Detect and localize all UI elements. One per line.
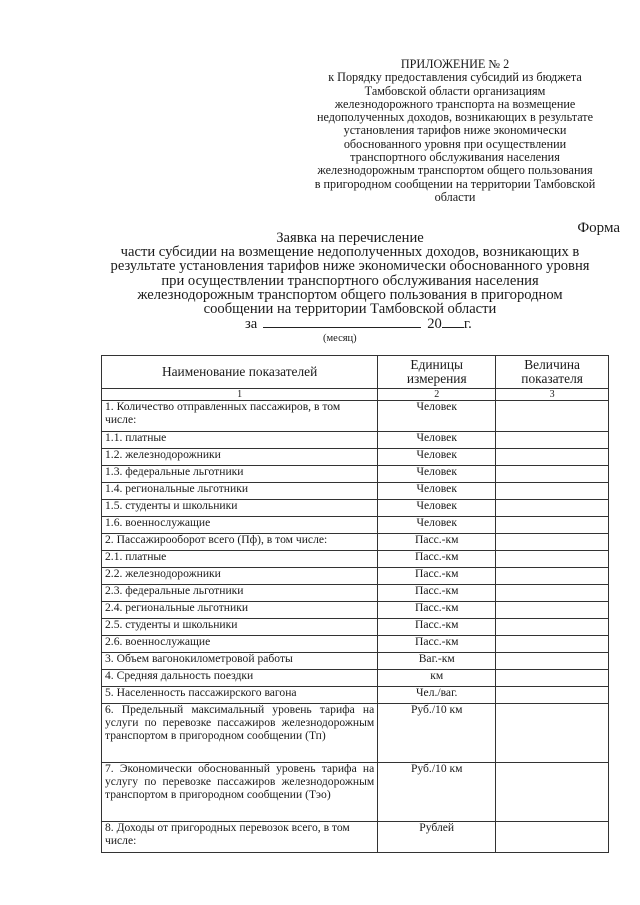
table-row — [102, 822, 609, 853]
appendix-header — [300, 58, 610, 204]
row-unit: Человек — [378, 517, 496, 534]
row-unit: Человек — [378, 466, 496, 483]
row-name: 2.6. военнослужащие — [102, 636, 378, 653]
appendix-line: установления тарифов ниже экономически — [343, 123, 567, 138]
row-unit: Человек — [378, 401, 496, 432]
row-value-cell[interactable] — [496, 619, 609, 636]
table-row — [102, 568, 609, 585]
row-value-cell[interactable] — [496, 568, 609, 585]
row-name: 6. Предельный максимальный уровень тарифа на услуги по перевозке пассажиров железнодорожным транспортом в пригородном сообщении (Тп) — [102, 704, 378, 763]
appendix-line: Тамбовской области организациям — [364, 83, 546, 98]
row-unit: Чел./ваг. — [378, 687, 496, 704]
row-unit: Человек — [378, 500, 496, 517]
row-value-cell[interactable] — [496, 636, 609, 653]
table-row — [102, 619, 609, 636]
column-number-row — [102, 389, 609, 401]
row-unit: Руб./10 км — [378, 763, 496, 822]
row-name: 1.4. региональные льготники — [102, 483, 378, 500]
header-indicator-name: Наименование показателей — [102, 356, 378, 389]
row-unit: Пасс.-км — [378, 534, 496, 551]
table-row — [102, 551, 609, 568]
indicators-table — [101, 355, 609, 853]
appendix-line: к Порядку предоставления субсидий из бюджета — [328, 70, 582, 85]
row-unit: Человек — [378, 449, 496, 466]
table-row — [102, 483, 609, 500]
period-line — [245, 315, 472, 333]
period-year: 20 — [427, 316, 442, 332]
row-name: 2.2. железнодорожники — [102, 568, 378, 585]
appendix-line: обоснованного уровня при осуществлении — [343, 136, 567, 151]
table-row — [102, 449, 609, 466]
request-title: Заявка на перечисление — [276, 230, 424, 246]
column-number: 1 — [102, 389, 378, 401]
row-unit: км — [378, 670, 496, 687]
year-blank-field[interactable] — [442, 315, 464, 328]
row-name: 1. Количество отправленных пассажиров, в том числе: — [102, 401, 378, 432]
period-suffix: г. — [463, 316, 472, 332]
appendix-line: области — [434, 189, 476, 204]
table-row — [102, 670, 609, 687]
request-subtitle-line: сообщении на территории Тамбовской области — [203, 301, 497, 318]
request-subtitle-line: при осуществлении транспортного обслуживания населения — [161, 272, 539, 289]
row-unit: Руб./10 км — [378, 704, 496, 763]
row-value-cell[interactable] — [496, 704, 609, 763]
row-name: 4. Средняя дальность поездки — [102, 670, 378, 687]
table-row — [102, 687, 609, 704]
row-name: 2.5. студенты и школьники — [102, 619, 378, 636]
row-unit: Пасс.-км — [378, 551, 496, 568]
request-subtitle-line: части субсидии на возмещение недополученных доходов, возникающих в — [120, 244, 580, 261]
row-unit: Пасс.-км — [378, 568, 496, 585]
appendix-line: железнодорожного транспорта на возмещение — [334, 96, 576, 111]
appendix-line: транспортного обслуживания населения — [350, 150, 560, 165]
row-name: 2.1. платные — [102, 551, 378, 568]
table-row — [102, 517, 609, 534]
row-name: 1.5. студенты и школьники — [102, 500, 378, 517]
row-value-cell[interactable] — [496, 534, 609, 551]
row-unit: Пасс.-км — [378, 636, 496, 653]
appendix-title: ПРИЛОЖЕНИЕ № 2 — [400, 57, 510, 71]
row-value-cell[interactable] — [496, 585, 609, 602]
table-row — [102, 653, 609, 670]
row-unit: Рублей — [378, 822, 496, 853]
row-name: 5. Населенность пассажирского вагона — [102, 687, 378, 704]
table-row — [102, 401, 609, 432]
row-value-cell[interactable] — [496, 449, 609, 466]
appendix-line: недополученных доходов, возникающих в результате — [316, 110, 594, 125]
table-row — [102, 602, 609, 619]
row-name: 7. Экономически обоснованный уровень тарифа на услугу по перевозке пассажиров железнодорожным транспортом в пригородном сообщении (Тэо) — [102, 763, 378, 822]
row-unit: Пасс.-км — [378, 585, 496, 602]
table-row — [102, 500, 609, 517]
row-value-cell[interactable] — [496, 466, 609, 483]
form-label: Форма — [577, 220, 620, 236]
row-value-cell[interactable] — [496, 653, 609, 670]
row-unit: Ваг.-км — [378, 653, 496, 670]
table-row — [102, 534, 609, 551]
row-value-cell[interactable] — [496, 483, 609, 500]
row-value-cell[interactable] — [496, 763, 609, 822]
month-blank-field[interactable] — [263, 315, 421, 328]
table-header-row — [102, 356, 609, 389]
appendix-line: в пригородном сообщении на территории Тамбовской — [314, 176, 596, 191]
row-unit: Пасс.-км — [378, 602, 496, 619]
request-title-block — [90, 231, 610, 316]
table-row — [102, 636, 609, 653]
header-value: Величина показателя — [496, 356, 609, 389]
row-name: 1.2. железнодорожники — [102, 449, 378, 466]
row-name: 1.6. военнослужащие — [102, 517, 378, 534]
appendix-line: железнодорожным транспортом общего пользования — [317, 163, 593, 178]
table-row — [102, 466, 609, 483]
row-name: 1.1. платные — [102, 432, 378, 449]
table-row — [102, 763, 609, 822]
row-name: 1.3. федеральные льготники — [102, 466, 378, 483]
header-unit: Единицы измерения — [378, 356, 496, 389]
row-value-cell[interactable] — [496, 602, 609, 619]
row-name: 2.3. федеральные льготники — [102, 585, 378, 602]
column-number: 3 — [496, 389, 609, 401]
row-value-cell[interactable] — [496, 500, 609, 517]
row-unit: Пасс.-км — [378, 619, 496, 636]
row-value-cell[interactable] — [496, 822, 609, 853]
row-unit: Человек — [378, 483, 496, 500]
request-subtitle-line: результате установления тарифов ниже экономически обоснованного уровня — [110, 258, 590, 275]
row-value-cell[interactable] — [496, 551, 609, 568]
row-name: 3. Объем вагонокилометровой работы — [102, 653, 378, 670]
table-row — [102, 585, 609, 602]
period-prefix: за — [245, 316, 258, 332]
row-value-cell[interactable] — [496, 432, 609, 449]
row-name: 8. Доходы от пригородных перевозок всего, в том числе: — [102, 822, 378, 853]
row-name: 2. Пассажирооборот всего (Пф), в том числе: — [102, 534, 378, 551]
column-number: 2 — [378, 389, 496, 401]
row-unit: Человек — [378, 432, 496, 449]
request-subtitle-line: железнодорожным транспортом общего пользования в пригородном — [137, 286, 563, 303]
row-value-cell[interactable] — [496, 670, 609, 687]
row-value-cell[interactable] — [496, 687, 609, 704]
table-row — [102, 432, 609, 449]
row-value-cell[interactable] — [496, 401, 609, 432]
table-row — [102, 704, 609, 763]
row-name: 2.4. региональные льготники — [102, 602, 378, 619]
month-caption: (месяц) — [323, 333, 357, 344]
row-value-cell[interactable] — [496, 517, 609, 534]
